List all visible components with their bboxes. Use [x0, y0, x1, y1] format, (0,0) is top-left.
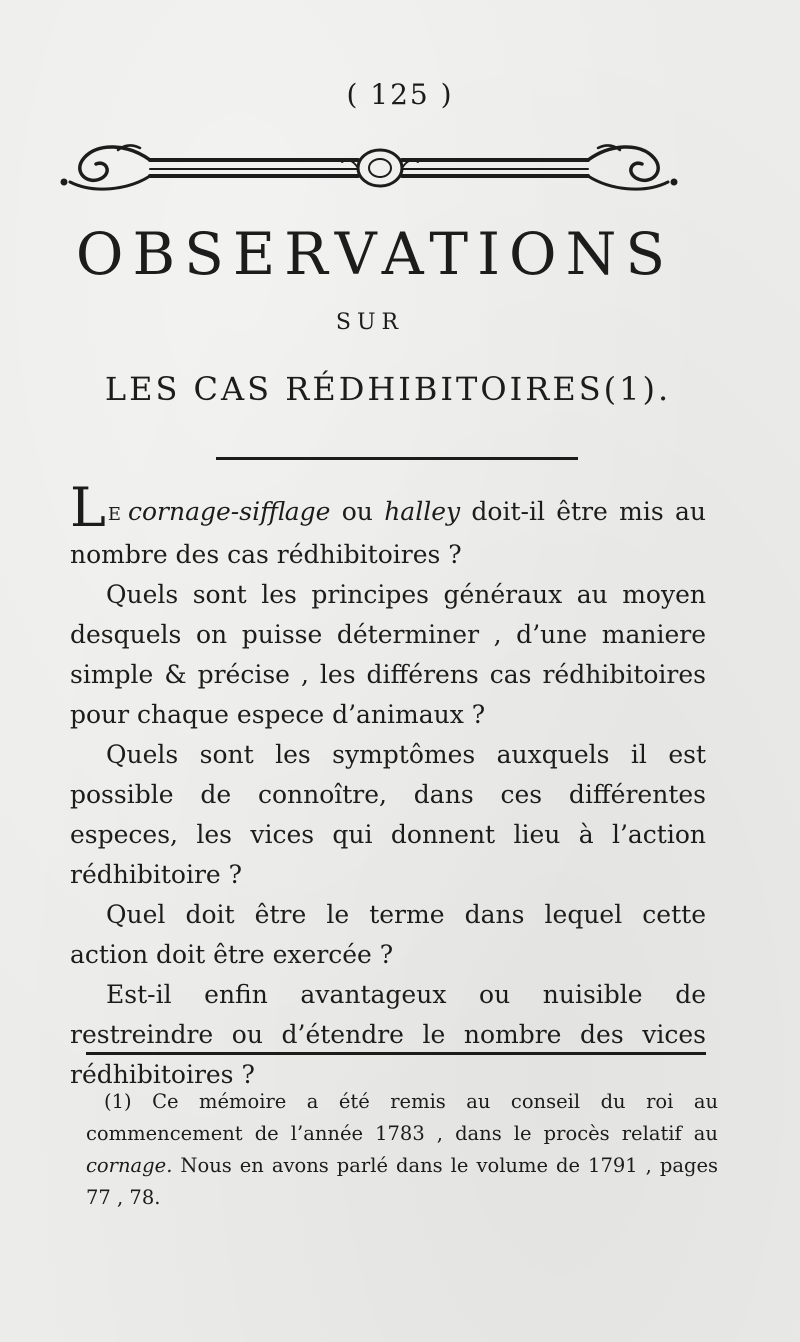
paragraph-3: Quels sont les symptômes auxquels il est possible de connoître, dans ces différentes especes, les vices qui donnent lieu à l’action rédhibitoire ?: [70, 740, 706, 889]
ornamental-headpiece: [58, 136, 680, 200]
conjunction: ou: [330, 497, 385, 526]
title-connector: SUR: [335, 310, 405, 335]
drop-cap: L: [70, 476, 106, 539]
body-text: [70, 476, 706, 1095]
title-rule: [216, 457, 578, 460]
term-halley: halley: [384, 497, 461, 526]
paragraph-4: Quel doit être le terme dans lequel cette action doit être exercée ?: [70, 900, 706, 969]
paragraph-2: Quels sont les principes généraux au moyen desquels on puisse déterminer , d’une maniere simple & précise , les différens cas rédhibitoires pour chaque espece d’animaux ?: [70, 580, 706, 729]
footnote-italic: cornage.: [86, 1154, 173, 1177]
small-cap: E: [107, 504, 122, 525]
footnote-rule: [86, 1052, 706, 1055]
footnote-text: [86, 1086, 718, 1214]
footnote: [86, 1086, 718, 1214]
page-number: ( 125 ): [346, 78, 454, 111]
footnote-text-before: (1) Ce mémoire a été remis au conseil du roi au commencement de l’année 1783 , dans le procès relatif au: [86, 1090, 718, 1145]
term-cornage: cornage-sifflage: [128, 497, 331, 526]
subtitle: LES CAS RÉDHIBITOIRES(1).: [104, 370, 672, 408]
paragraph-1: [70, 476, 706, 575]
main-title: OBSERVATIONS: [75, 220, 675, 288]
paragraph-5: Est-il enfin avantageux ou nuisible de restreindre ou d’étendre le nombre des vices rédhibitoires ?: [70, 980, 706, 1089]
footnote-text-after: Nous en avons parlé dans le volume de 1791 , pages 77 , 78.: [86, 1154, 718, 1209]
paragraph-1-rest: doit-il être mis au nombre des cas rédhibitoires ?: [70, 497, 706, 569]
